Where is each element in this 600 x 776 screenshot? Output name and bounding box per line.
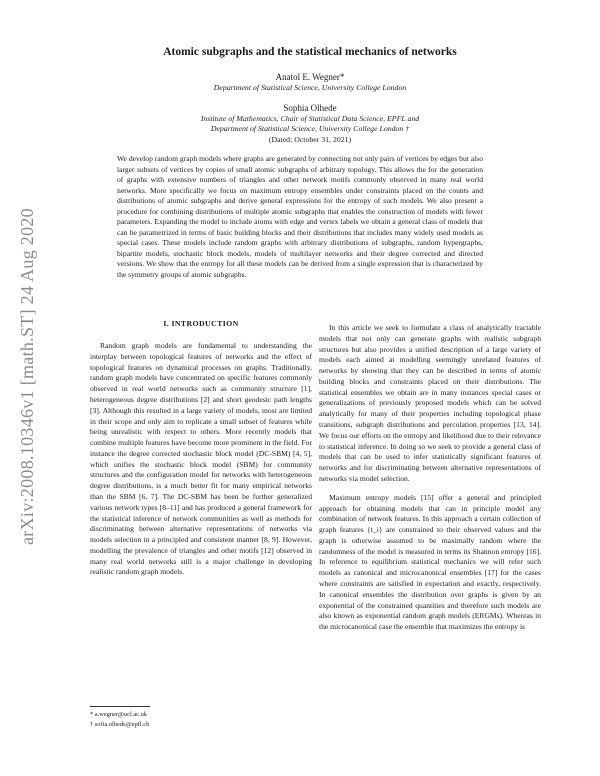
abstract-text: We develop random graph models where graphs are generated by connecting not only pairs of vertices by edges but also larger subsets of vertices by copies of small atomic subgraphs of arbitrary topology. This allows the for the generation of graphs with extensive numbers of triangles and other network motifs commonly observed in many real world networks. More specifically we focus on maximum entropy ensembles under constraints placed on the counts and distributions of atomic subgraphs and derive general expressions for the entropy of such models. We also present a procedure for combining distributions of multiple atomic subgraphs that enables the construction of models with fewer parameters. Expanding the model to include atoms with edge and vertex labels we obtain a general class of models that can be parametrized in terms of basic building blocks and their distributions that includes many widely used models as special cases. These models include random graphs with arbitrary distributions of subgraphs, random hypergraphs, bipartite models, stochastic block models, models of multilayer networks and their degree corrected and directed versions. We show that the entropy for all these models can be derived from a single expression that is characterized by the symmetry groups of atomic subgraphs.: [117, 154, 483, 280]
footnotes: [90, 706, 312, 731]
author-affiliation-2a: Institute of Mathematics, Chair of Statistical Data Science, EPFL and: [200, 114, 420, 124]
author-name-1: Anatol E. Wegner*: [275, 72, 345, 82]
section-heading-introduction: I. INTRODUCTION: [163, 319, 239, 328]
header-spacer: [90, 93, 530, 103]
arxiv-identifier-stamp: [16, 176, 38, 576]
right-column: [319, 323, 541, 641]
footnote-email-1: * a.wegner@ucl.ac.uk: [90, 711, 147, 718]
footnote-rule: [90, 706, 150, 707]
intro-paragraph-2: In this article we seek to formulate a class of analytically tractable models that not only can generate graphs with realistic subgraph structures but also provides a unified description of a large variety of models each aimed at modelling seemingly unrelated features of networks by showing that they can be described in terms of atomic building blocks and constraints placed on their distributions. The statistical ensembles we obtain are in many instances special cases or generalizations of previously proposed models which can be solved analytically for many of their properties including topological phase transitions, subgraph distributions and percolation properties [13, 14]. We focus our efforts on the entropy and likelihood due to their relevance to statistical inference. In doing so we seek to provide a general class of models that can be used to infer statistically significant features of networks and for discriminating between alternative representations of networks via model selection.: [319, 323, 541, 483]
author-name-2: Sophia Olhede: [283, 103, 337, 114]
dated-line: (Dated: October 31, 2021): [268, 135, 352, 145]
arxiv-identifier-text: arXiv:2008.10346v1 [math.ST] 24 Aug 2020: [16, 207, 37, 545]
author-affiliation-2b: Department of Statistical Science, University College London †: [210, 124, 410, 134]
paper-title: Atomic subgraphs and the statistical mechanics of networks: [163, 46, 457, 58]
footnote-email-2: † sofia.olhede@epfl.ch: [90, 721, 150, 728]
intro-paragraph-1: Random graph models are fundamental to understanding the interplay between topological features of networks and the effect of topological features on dynamical processes on graphs. Traditionally, random graph models have concentrated on specific features commonly observed in real world networks such as community structure [1], heterogeneous degree distributions [2] and short geodesic path lengths [3]. Although this resulted in a large variety of models, most are limited in their scope and only aim to replicate a small subset of features while being unrealistic with respect to others. More recently models that combine multiple features have become more prominent in the field. For instance the degree corrected stochastic block model (DC-SBM) [4, 5], which unifies the stochastic block model (SBM) for community structures and the configuration model for networks with heterogeneous degree distributions, is a much better fit for many empirical networks than the SBM [6, 7]. The DC-SBM has been be further generalized various network types [8–11] and has produced a general framework for the statistical inference of network communities as well as methods for discriminating between alternative representations of networks via models selection in a principled and consistent manner [8, 9]. However, modelling the prevalence of triangles and other motifs [12] observed in many real world networks still is a major challenge in developing realistic random graph models.: [90, 341, 312, 577]
paper-header: [90, 46, 530, 144]
author-affiliation-1: Department of Statistical Science, University College London: [213, 83, 407, 92]
left-column: [90, 318, 312, 586]
intro-paragraph-3: Maximum entropy models [15] offer a general and principled approach for obtaining models that can in principle model any combination of network features. In this approach a certain collection of graph features {t_i} are constrained to their observed values and the graph is otherwise assumed to be maximally random where the randomness of the model is measured in terms its Shannon entropy [16]. In reference to equilibrium statistical mechanics we will refer such models as canonical and microcanonical ensembles [17] for the cases where constraints are satisfied in expectation and exactly, respectively. In canonical ensembles the distribution over graphs is given by an exponential of the constrained quantities and therefore such models are also known as exponential random graph models (ERGMs). Whereas in the microcanonical case the ensemble that maximizes the entropy is: [319, 492, 541, 632]
